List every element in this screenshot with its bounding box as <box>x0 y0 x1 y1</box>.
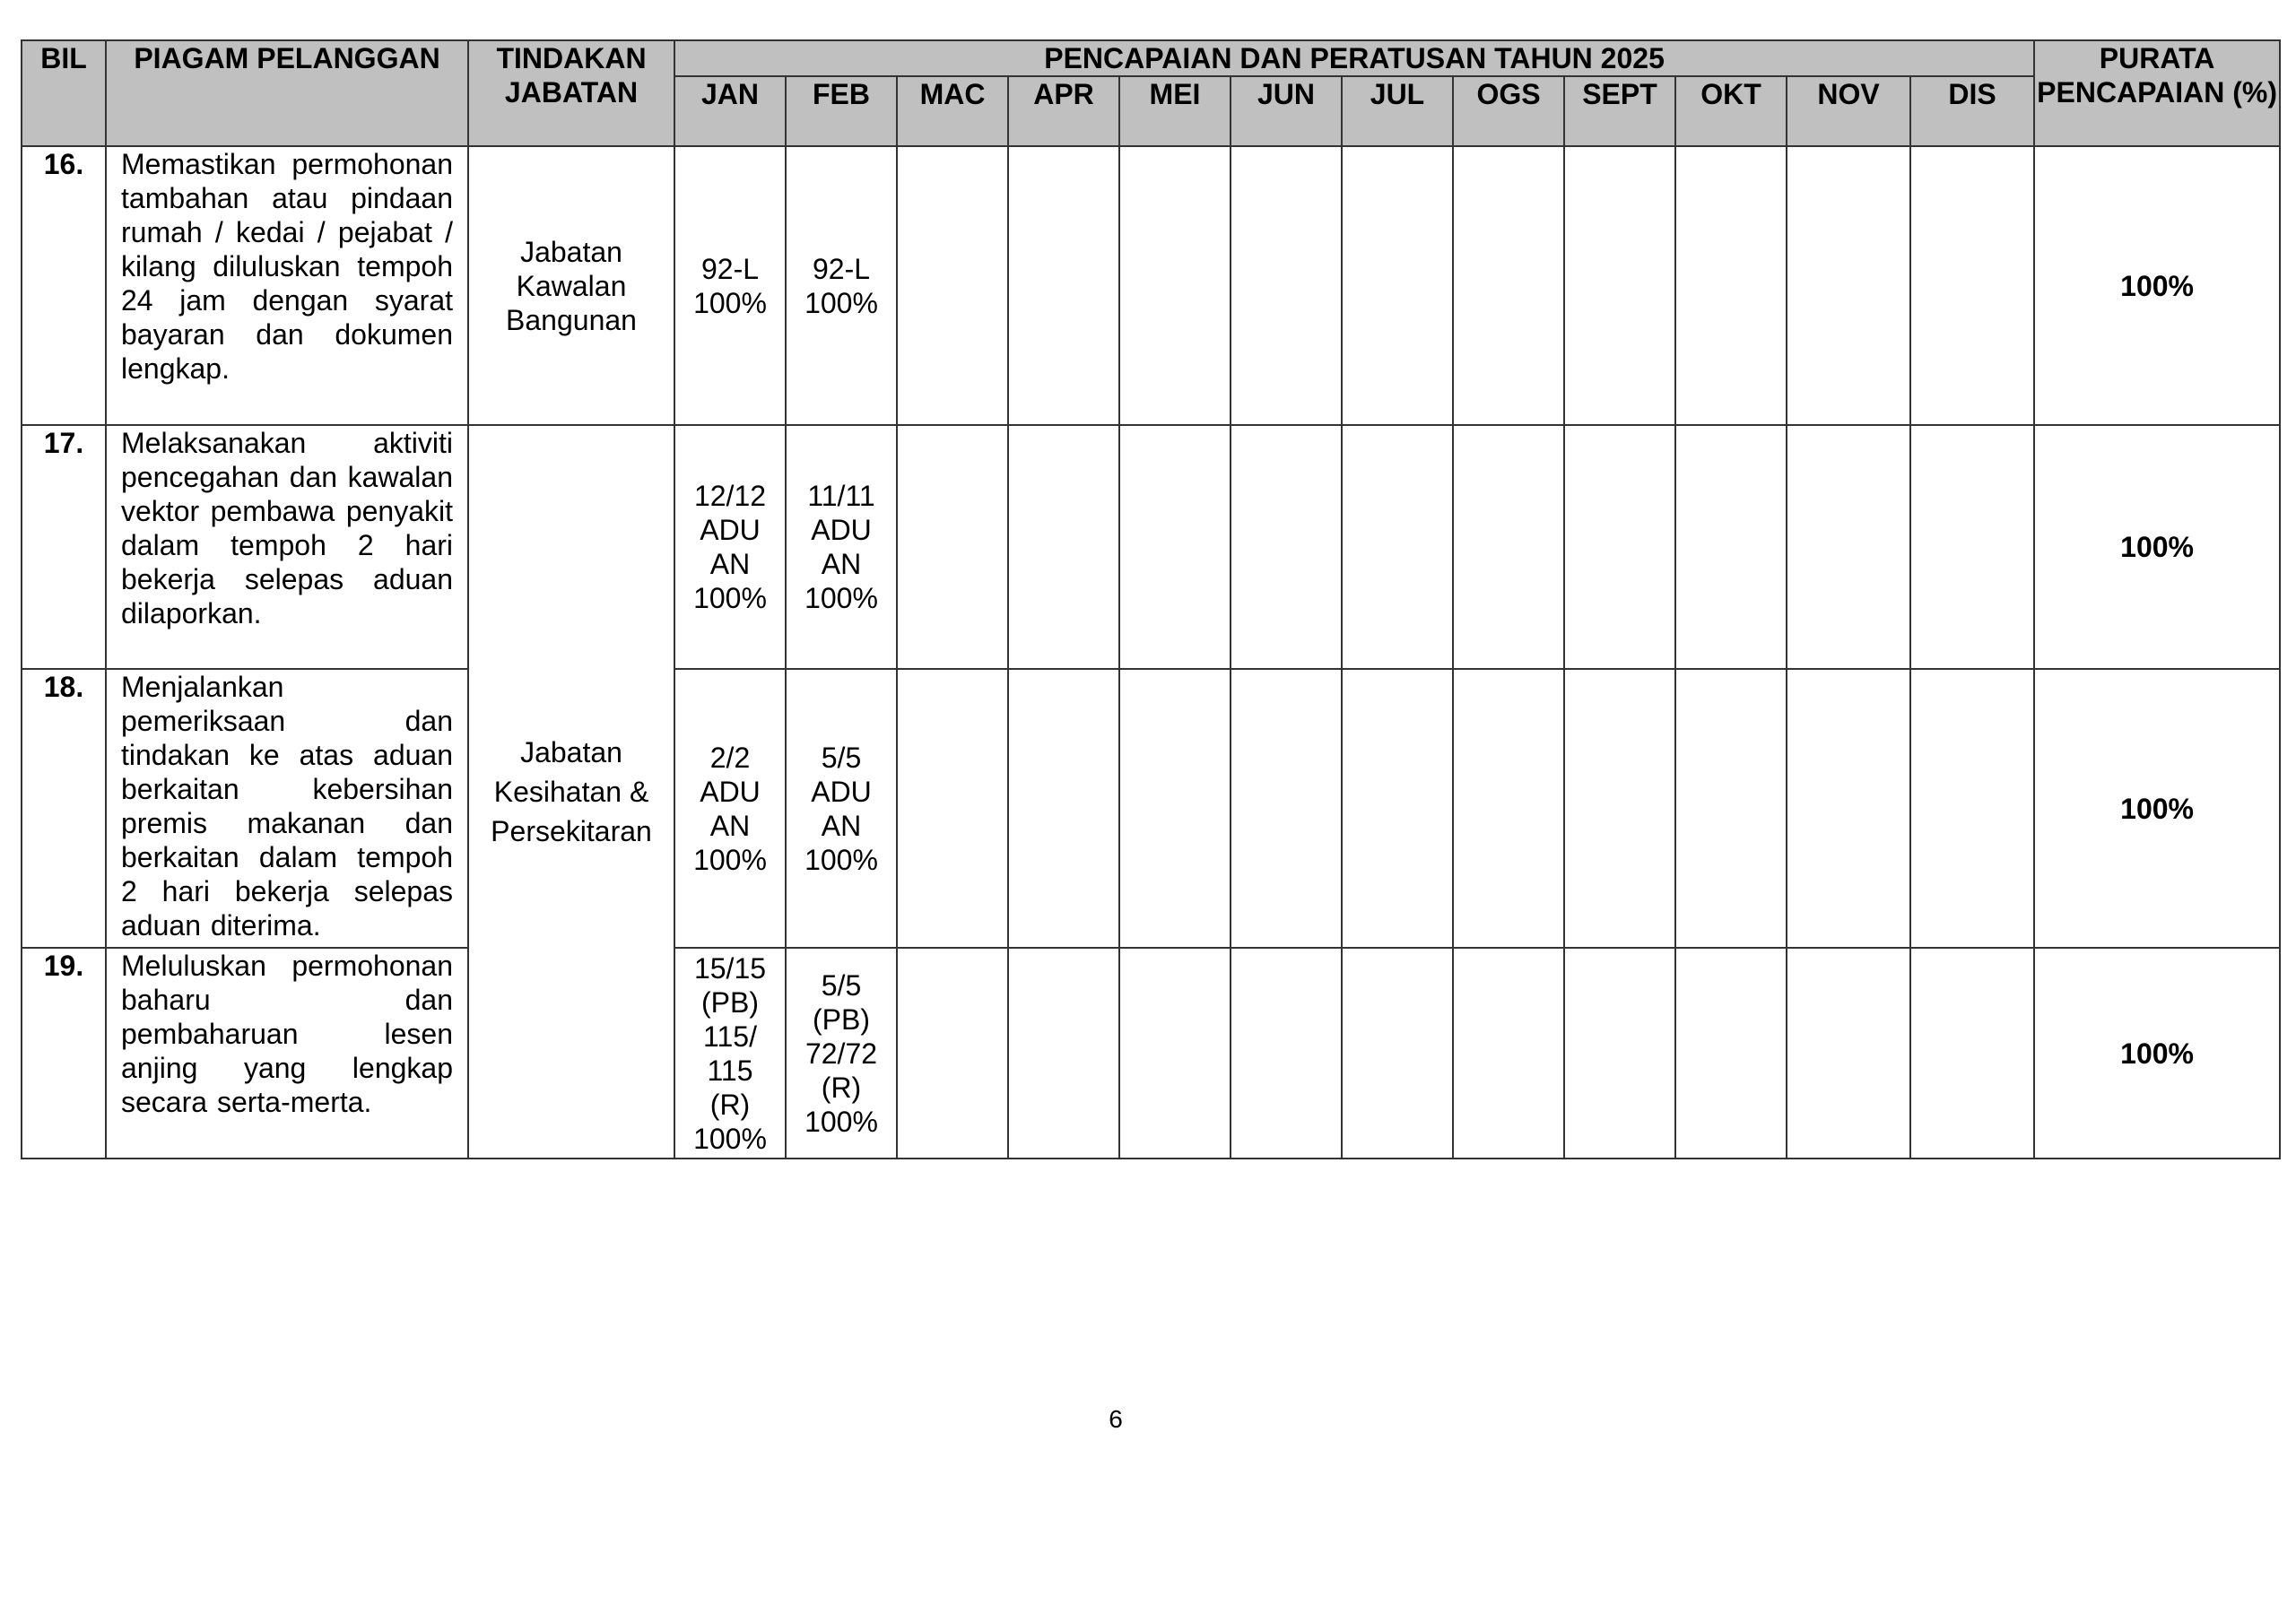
month-feb-value: 11/11 ADU AN 100% <box>804 480 878 614</box>
month-jun-cell <box>1231 948 1342 1159</box>
row-number: 17. <box>22 425 106 669</box>
month-jun-cell <box>1231 669 1342 948</box>
month-ogs-cell <box>1453 948 1564 1159</box>
month-jun-cell <box>1231 425 1342 669</box>
month-nov-cell <box>1787 146 1910 425</box>
average-value: 100% <box>2034 948 2280 1159</box>
month-mei-cell <box>1119 948 1231 1159</box>
month-jan-value: 12/12 ADU AN 100% <box>693 480 767 614</box>
month-ogs-cell <box>1453 669 1564 948</box>
month-mac-cell <box>897 948 1008 1159</box>
table-row <box>22 948 2280 1159</box>
month-apr-cell <box>1008 669 1119 948</box>
header-month-jan: JAN <box>674 76 786 146</box>
department-name: Jabatan Kawalan Bangunan <box>506 235 637 336</box>
month-feb-value: 5/5 ADU AN 100% <box>804 741 878 876</box>
month-jan-cell <box>674 948 786 1159</box>
month-okt-cell <box>1675 669 1787 948</box>
month-nov-cell <box>1787 669 1910 948</box>
month-feb-cell <box>786 425 897 669</box>
header-month-dis: DIS <box>1910 76 2034 146</box>
header-month-jul: JUL <box>1342 76 1453 146</box>
header-month-apr: APR <box>1008 76 1119 146</box>
average-value: 100% <box>2034 146 2280 425</box>
month-jan-value: 92-L 100% <box>693 252 767 319</box>
month-feb-cell <box>786 948 897 1159</box>
header-month-mac: MAC <box>897 76 1008 146</box>
charter-text: Menjalankan pemeriksaan dan tindakan ke atas aduan berkaitan kebersihan premis makanan dan berkaitan dalam tempoh 2 hari bekerja selepas aduan diterima. <box>106 669 468 948</box>
month-mei-cell <box>1119 146 1231 425</box>
month-sept-cell <box>1564 948 1675 1159</box>
month-okt-cell <box>1675 425 1787 669</box>
header-tindakan: TINDAKAN JABATAN <box>468 40 674 146</box>
header-pencapaian: PENCAPAIAN DAN PERATUSAN TAHUN 2025 <box>674 40 2034 76</box>
month-jan-value: 15/15 (PB) 115/ 115 (R) 100% <box>693 951 767 1155</box>
department-name: Jabatan Kesihatan & Persekitaran <box>491 736 652 847</box>
department-cell <box>468 146 674 425</box>
month-dis-cell <box>1910 948 2034 1159</box>
table-row <box>22 425 2280 669</box>
table-row <box>22 146 2280 425</box>
month-okt-cell <box>1675 948 1787 1159</box>
month-dis-cell <box>1910 669 2034 948</box>
header-month-okt: OKT <box>1675 76 1787 146</box>
month-feb-value: 92-L 100% <box>804 252 878 319</box>
month-jul-cell <box>1342 146 1453 425</box>
row-number: 18. <box>22 669 106 948</box>
month-nov-cell <box>1787 425 1910 669</box>
header-month-mei: MEI <box>1119 76 1231 146</box>
month-mei-cell <box>1119 425 1231 669</box>
month-sept-cell <box>1564 146 1675 425</box>
month-apr-cell <box>1008 425 1119 669</box>
month-apr-cell <box>1008 948 1119 1159</box>
month-dis-cell <box>1910 146 2034 425</box>
month-mac-cell <box>897 425 1008 669</box>
month-sept-cell <box>1564 425 1675 669</box>
page-number: 6 <box>1109 1405 1123 1433</box>
header-month-feb: FEB <box>786 76 897 146</box>
month-apr-cell <box>1008 146 1119 425</box>
department-cell <box>468 425 674 1159</box>
month-ogs-cell <box>1453 146 1564 425</box>
month-jan-cell <box>674 146 786 425</box>
month-jul-cell <box>1342 425 1453 669</box>
header-purata: PURATA PENCAPAIAN (%) <box>2034 40 2280 146</box>
average-value: 100% <box>2034 669 2280 948</box>
header-month-sept: SEPT <box>1564 76 1675 146</box>
row-number: 19. <box>22 948 106 1159</box>
table-row <box>22 669 2280 948</box>
month-okt-cell <box>1675 146 1787 425</box>
charter-text: Melaksanakan aktiviti pencegahan dan kawalan vektor pembawa penyakit dalam tempoh 2 hari bekerja selepas aduan dilaporkan. <box>106 425 468 669</box>
month-sept-cell <box>1564 669 1675 948</box>
header-month-jun: JUN <box>1231 76 1342 146</box>
month-jul-cell <box>1342 669 1453 948</box>
header-bil: BIL <box>22 40 106 146</box>
month-jan-cell <box>674 425 786 669</box>
charter-text: Meluluskan permohonan baharu dan pembaharuan lesen anjing yang lengkap secara serta-merta. <box>106 948 468 1159</box>
month-jul-cell <box>1342 948 1453 1159</box>
month-mei-cell <box>1119 669 1231 948</box>
month-nov-cell <box>1787 948 1910 1159</box>
charter-text: Memastikan permohonan tambahan atau pindaan rumah / kedai / pejabat / kilang diluluskan tempoh 24 jam dengan syarat bayaran dan dokumen lengkap. <box>106 146 468 425</box>
month-feb-cell <box>786 669 897 948</box>
header-month-ogs: OGS <box>1453 76 1564 146</box>
row-number: 16. <box>22 146 106 425</box>
header-piagam: PIAGAM PELANGGAN <box>106 40 468 146</box>
month-feb-cell <box>786 146 897 425</box>
month-jun-cell <box>1231 146 1342 425</box>
month-mac-cell <box>897 146 1008 425</box>
month-dis-cell <box>1910 425 2034 669</box>
month-jan-value: 2/2 ADU AN 100% <box>693 741 767 876</box>
month-ogs-cell <box>1453 425 1564 669</box>
header-month-nov: NOV <box>1787 76 1910 146</box>
average-value: 100% <box>2034 425 2280 669</box>
month-feb-value: 5/5 (PB) 72/72 (R) 100% <box>804 968 878 1138</box>
month-jan-cell <box>674 669 786 948</box>
achievement-table <box>21 39 2281 1159</box>
month-mac-cell <box>897 669 1008 948</box>
